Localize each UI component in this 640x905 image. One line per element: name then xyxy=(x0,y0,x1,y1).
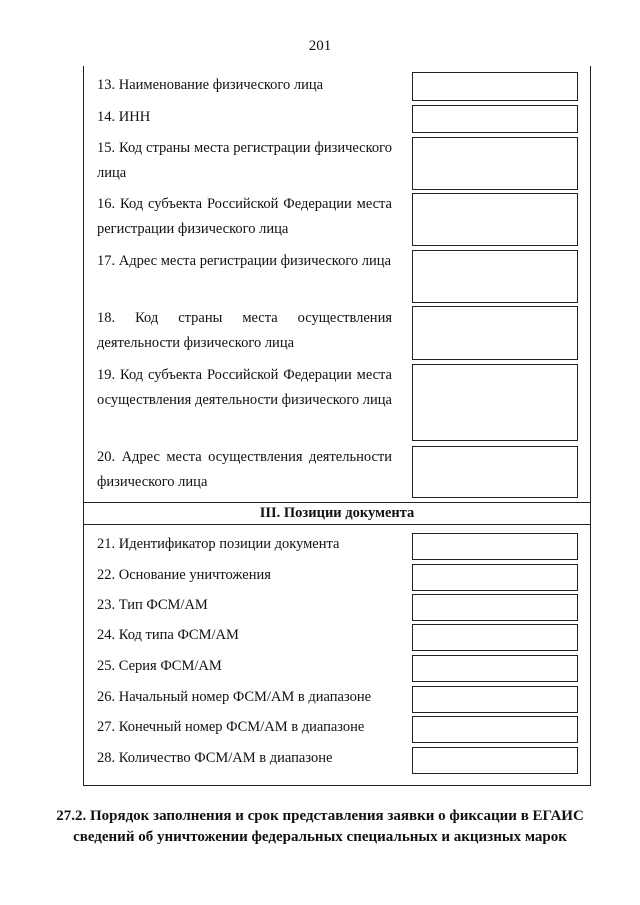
field-box-28[interactable] xyxy=(412,747,578,774)
section-iii-title: III. Позиции документа xyxy=(259,505,415,521)
field-box-18[interactable] xyxy=(412,306,578,360)
field-box-20[interactable] xyxy=(412,446,578,498)
field-label-18: 18. Код страны места осуществления деятельности физического лица xyxy=(97,310,392,351)
field-label-15: 15. Код страны места регистрации физического лица xyxy=(97,140,392,181)
field-box-13[interactable] xyxy=(412,72,578,101)
page-number: 201 xyxy=(308,38,332,54)
field-label-16: 16. Код субъекта Российской Федерации места регистрации физического лица xyxy=(97,196,392,237)
field-label-21: 21. Идентификатор позиции документа xyxy=(97,536,340,552)
field-label-23: 23. Тип ФСМ/АМ xyxy=(97,597,208,613)
field-label-17: 17. Адрес места регистрации физического лица xyxy=(97,253,392,269)
field-box-15[interactable] xyxy=(412,137,578,190)
field-box-26[interactable] xyxy=(412,686,578,713)
section-divider-bottom xyxy=(83,524,591,525)
field-box-23[interactable] xyxy=(412,594,578,621)
section-27-2-heading-line1: 27.2. Порядок заполнения и срок представления заявки о фиксации в ЕГАИС xyxy=(56,808,584,824)
field-label-14: 14. ИНН xyxy=(97,109,151,125)
section-27-2-heading xyxy=(40,806,600,848)
field-label-25: 25. Серия ФСМ/АМ xyxy=(97,658,222,674)
field-box-17[interactable] xyxy=(412,250,578,303)
field-label-26: 26. Начальный номер ФСМ/АМ в диапазоне xyxy=(97,689,372,705)
field-label-19: 19. Код субъекта Российской Федерации места осуществления деятельности физического лица xyxy=(97,367,392,408)
field-label-22: 22. Основание уничтожения xyxy=(97,567,271,583)
field-box-16[interactable] xyxy=(412,193,578,246)
field-box-25[interactable] xyxy=(412,655,578,682)
field-label-28: 28. Количество ФСМ/АМ в диапазоне xyxy=(97,750,333,766)
field-label-20: 20. Адрес места осуществления деятельности физического лица xyxy=(97,449,392,490)
field-label-13: 13. Наименование физического лица xyxy=(97,77,324,93)
field-box-24[interactable] xyxy=(412,624,578,651)
section-27-2-heading-line2: сведений об уничтожении федеральных специальных и акцизных марок xyxy=(73,829,567,845)
field-box-14[interactable] xyxy=(412,105,578,133)
field-box-22[interactable] xyxy=(412,564,578,591)
field-box-27[interactable] xyxy=(412,716,578,743)
field-label-24: 24. Код типа ФСМ/АМ xyxy=(97,627,239,643)
field-box-19[interactable] xyxy=(412,364,578,441)
field-label-27: 27. Конечный номер ФСМ/АМ в диапазоне xyxy=(97,719,365,735)
field-box-21[interactable] xyxy=(412,533,578,560)
